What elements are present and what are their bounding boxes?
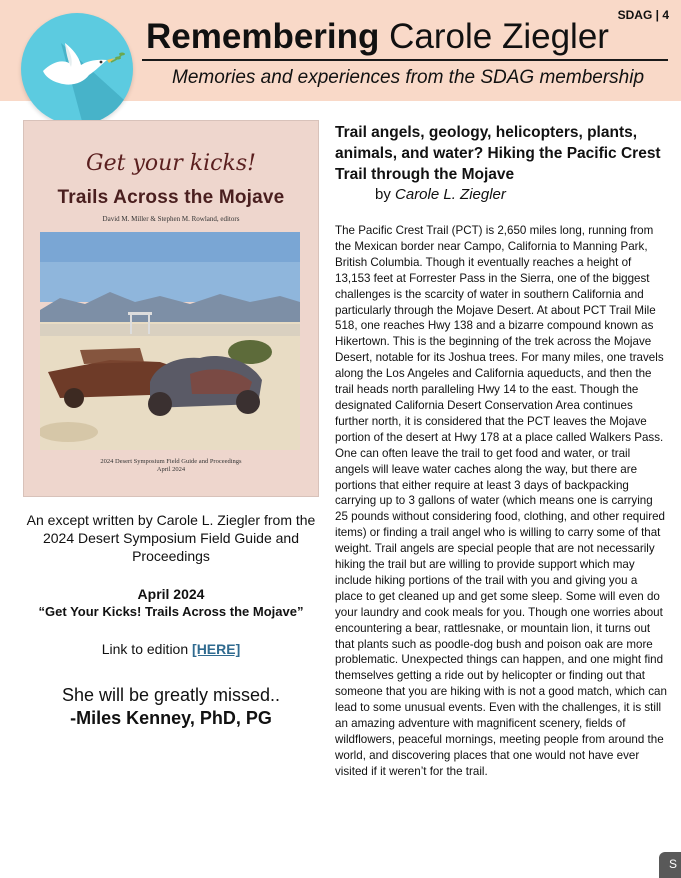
edition-link-line: [18, 640, 324, 658]
title-bold: Remembering: [146, 17, 380, 56]
edition-link[interactable]: [HERE]: [192, 641, 241, 657]
scroll-tab-button[interactable]: [659, 852, 681, 878]
page-number: SDAG | 4: [617, 8, 669, 22]
cover-proceedings: [24, 458, 318, 474]
byline-author: Carole L. Ziegler: [395, 186, 506, 203]
tribute-signature: -Miles Kenney, PhD, PG: [70, 708, 272, 728]
cover-proceedings-line2: April 2024: [156, 466, 186, 473]
tribute-text: She will be greatly missed..: [61, 685, 281, 705]
desert-car-photo: [40, 232, 300, 450]
cover-photo: [40, 232, 300, 450]
cover-proceedings-line1: 2024 Desert Symposium Field Guide and Proceedings: [100, 458, 242, 465]
page-title: [146, 17, 609, 57]
dove-icon: [21, 13, 133, 125]
issue-title: “Get Your Kicks! Trails Across the Mojave”: [38, 604, 304, 619]
cover-tagline: Get your kicks!: [86, 151, 256, 176]
cover-editors: David M. Miller & Stephen M. Rowland, editors: [102, 215, 240, 223]
cover-title: Trails Across the Mojave: [57, 187, 285, 208]
byline-prefix: by: [375, 186, 396, 203]
link-prefix: Link to edition: [101, 641, 193, 657]
title-rest: Carole Ziegler: [379, 17, 609, 56]
cover-caption: An except written by Carole L. Ziegler from the 2024 Desert Symposium Field Guide and Proceedings: [26, 512, 316, 564]
article-body: The Pacific Crest Trail (PCT) is 2,650 miles long, running from the Mexican border near Campo, California to Manning Park, British Columbia. Though it eventually reaches a height of 13,153 feet at Forrester Pass in the Sierra, one of the biggest challenges is the scarcity of water in southern California and particularly through the Mojave Desert. At about PCT Trail Mile 518, one reaches Hwy 138 and a bizarre compound known as Hikertown. This is the beginning of the trek across the Mojave Desert, notable for its Joshua trees. For many miles, one travels along the Los Angeles and California aqueducts, and then the trail heads north paralleling Hwy 14 to the east. Though the designated California Desert Conservation Area continues further north, it is considered that the PCT leaves the Mojave portion of the desert at Hwy 178 at a place called Walkers Pass. One can often leave the trail to get food and water, or trail angels will leave water caches along the way, but there are portions that either require at least 3 days of backpacking carrying up to 3 gallons of water (which means one is carrying 25 pounds without considering food, clothing, and other required items) or finding a trail angel who is willing to carry some of that weight. Trail angels are special people that are not necessarily hiking the trail but are willing to provide support which may include hiking portions of the trail with you and giving you a place to get cleaned up and get some sleep. Some will even do your laundry and cook meals for you. Though one worries about encountering a bear, rattlesnake, or mountain lion, it turns out that plants such as poodle-dog bush and poison oak are more problematic. Unexpected things can happen, and one might find themselves getting a ride out by helicopter or finding out that someone that you are hiking with is not a good match, which can lead to some unusual events. Even with the challenges, it is still an amazing adventure with magnificent scenery, fields of wildflowers, peaceful mornings, meeting people from around the world, and discovering places that one would not have ever visited if it weren’t for the trail.: [335, 224, 667, 778]
issue-date: April 2024: [137, 586, 205, 602]
scroll-tab-label: S: [669, 857, 678, 871]
article-headline: Trail angels, geology, helicopters, plants, animals, and water? Hiking the Pacific Crest Trail through the Mojave: [335, 124, 661, 183]
page-subtitle: Memories and experiences from the SDAG membership: [172, 67, 645, 88]
title-divider: [142, 59, 668, 61]
book-cover-image: [23, 120, 319, 497]
article-byline: [375, 186, 506, 203]
sdag-logo: [21, 13, 133, 125]
